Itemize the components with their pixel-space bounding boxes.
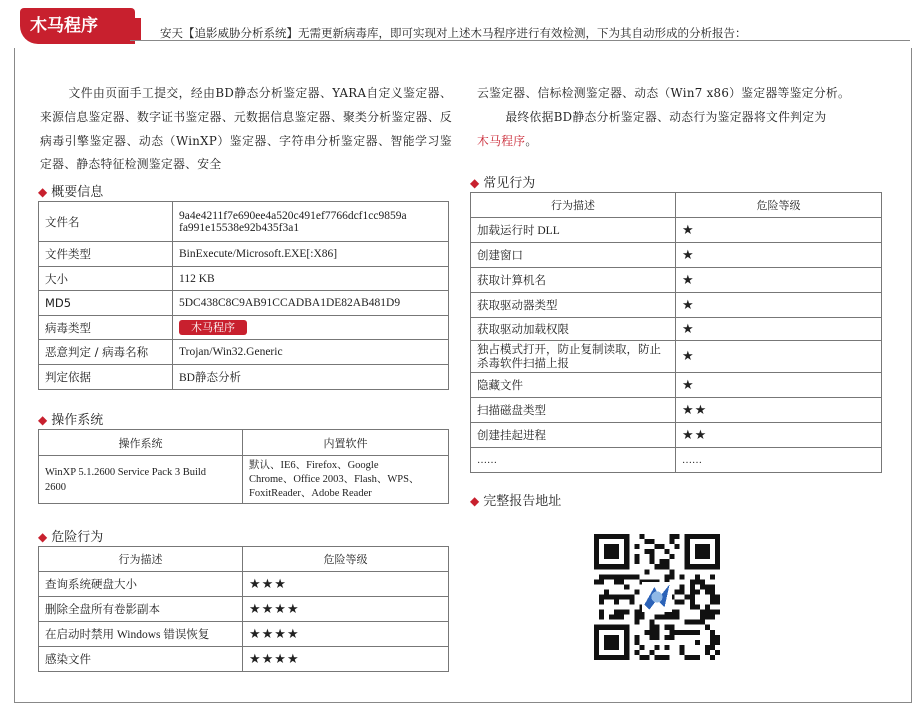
common-level: ★★ [676,423,882,448]
software-value [243,456,449,504]
qr-code-icon[interactable] [594,534,720,660]
common-level: ★ [676,341,882,373]
file-type-value: BinExecute/Microsoft.EXE[:X86] [173,242,449,267]
common-desc: 创建挂起进程 [471,423,676,448]
common-desc-line2: 杀毒软件扫描上报 [477,357,569,370]
danger-desc: 感染文件 [39,647,243,672]
danger-level: ★★★ [243,572,449,597]
common-level: ★ [676,318,882,341]
danger-title: 危险行为 [51,530,104,545]
common-desc: 创建窗口 [471,243,676,268]
software-line1: 默认、IE6、Firefox、Google [249,459,379,471]
table-row [471,218,882,243]
common-desc: 隐藏文件 [471,373,676,398]
table-row [471,398,882,423]
table-row [39,291,449,316]
common-level: ★ [676,218,882,243]
table-row [39,647,449,672]
common-level: ★ [676,373,882,398]
file-name-line2: fa991e15538e92b435f3a1 [179,221,300,234]
diamond-icon: ◆ [470,176,480,190]
common-desc: 扫描磁盘类型 [471,398,676,423]
verdict-highlight: 木马程序 [477,133,526,148]
common-level-header: 危险等级 [676,193,882,218]
table-row [39,202,449,242]
common-desc-header: 行为描述 [471,193,676,218]
md5-label: MD5 [39,291,173,316]
table-row [39,622,449,647]
common-level: ★★ [676,398,882,423]
diamond-icon: ◆ [38,185,48,199]
danger-heading [38,526,103,545]
table-row [471,293,882,318]
danger-desc: 删除全盘所有卷影副本 [39,597,243,622]
common-desc-line1: 独占模式打开，防止复制读取，防止 [477,343,661,356]
table-row [471,243,882,268]
intro-right-text: 最终依据BD静态分析鉴定器、动态行为鉴定器将文件判定为 [505,109,827,124]
table-row [39,572,449,597]
diamond-icon: ◆ [470,494,480,508]
danger-level: ★★★★ [243,647,449,672]
os-col-header: 操作系统 [39,430,243,456]
header-text: 安天【追影威胁分析系统】无需更新病毒库，即可实现对上述木马程序进行有效检测，下为其自动形成的分析报告： [160,26,747,40]
software-col-header: 内置软件 [243,430,449,456]
intro-right-line1: 云鉴定器、信标检测鉴定器、动态（Win7 x86）鉴定器等鉴定分析。 [477,86,851,100]
os-value [39,456,243,504]
verdict-label: 恶意判定 / 病毒名称 [39,340,173,365]
os-line2: 2600 [45,481,66,493]
common-level: ★ [676,243,882,268]
intro-right-line2 [477,106,889,130]
os-heading [38,409,103,428]
size-label: 大小 [39,267,173,291]
virus-type-label: 病毒类型 [39,316,173,340]
file-name-value [173,202,449,242]
virus-type-cell [173,316,449,340]
file-name-line1: 9a4e4211f7e690ee4a520c491ef7766dcf1cc9859a [179,209,407,222]
intro-right [477,82,889,153]
common-level: …… [676,448,882,473]
overview-heading [38,181,103,200]
virus-type-badge: 木马程序 [179,320,247,335]
intro-left-text: 文件由页面手工提交，经由BD静态分析鉴定器、YARA自定义鉴定器、来源信息鉴定器、数字证书鉴定器、元数据信息鉴定器、聚类分析鉴定器、反病毒引擎鉴定器、动态（WinXP）鉴定器、字符串分析鉴定器、智能学习鉴定器、静态特征检测鉴定器、安全 [40,86,452,172]
common-desc: 获取驱动器类型 [471,293,676,318]
danger-table [38,546,449,672]
table-row [471,318,882,341]
section-tag: 木马程序 [20,8,135,44]
table-row [39,456,449,504]
table-row [471,448,882,473]
overview-title: 概要信息 [51,185,104,200]
table-row [39,242,449,267]
common-title: 常见行为 [483,176,536,191]
report-heading [470,490,561,509]
danger-desc: 在启动时禁用 Windows 错误恢复 [39,622,243,647]
common-desc: …… [471,448,676,473]
table-header-row [39,547,449,572]
danger-desc-header: 行为描述 [39,547,243,572]
file-name-label: 文件名 [39,202,173,242]
table-row [39,365,449,390]
os-title: 操作系统 [51,413,104,428]
intro-left [40,82,452,177]
diamond-icon: ◆ [38,530,48,544]
report-title: 完整报告地址 [483,494,562,509]
danger-desc: 查询系统硬盘大小 [39,572,243,597]
size-value: 112 KB [173,267,449,291]
basis-label: 判定依据 [39,365,173,390]
common-level: ★ [676,293,882,318]
common-desc [471,341,676,373]
table-row [39,316,449,340]
danger-level: ★★★★ [243,622,449,647]
software-line2: Chrome、Office 2003、Flash、WPS、 [249,473,420,485]
table-header-row [471,193,882,218]
file-type-label: 文件类型 [39,242,173,267]
common-table [470,192,882,473]
intro-right-line3 [477,130,889,154]
table-row [471,373,882,398]
common-level: ★ [676,268,882,293]
overview-table [38,201,449,390]
common-desc: 获取计算机名 [471,268,676,293]
table-row [471,341,882,373]
software-line3: FoxitReader、Adobe Reader [249,487,372,499]
table-row [39,597,449,622]
os-table [38,429,449,504]
table-row [471,268,882,293]
table-row [39,267,449,291]
common-desc: 加载运行时 DLL [471,218,676,243]
table-row [471,423,882,448]
common-desc: 获取驱动加载权限 [471,318,676,341]
os-line1: WinXP 5.1.2600 Service Pack 3 Build [45,466,207,478]
diamond-icon: ◆ [38,413,48,427]
basis-value: BD静态分析 [173,365,449,390]
intro-right-end: 。 [525,133,538,148]
md5-value: 5DC438C8C9AB91CCADBA1DE82AB481D9 [173,291,449,316]
verdict-value: Trojan/Win32.Generic [173,340,449,365]
danger-level-header: 危险等级 [243,547,449,572]
table-row [39,340,449,365]
table-header-row [39,430,449,456]
danger-level: ★★★★ [243,597,449,622]
common-heading [470,172,535,191]
